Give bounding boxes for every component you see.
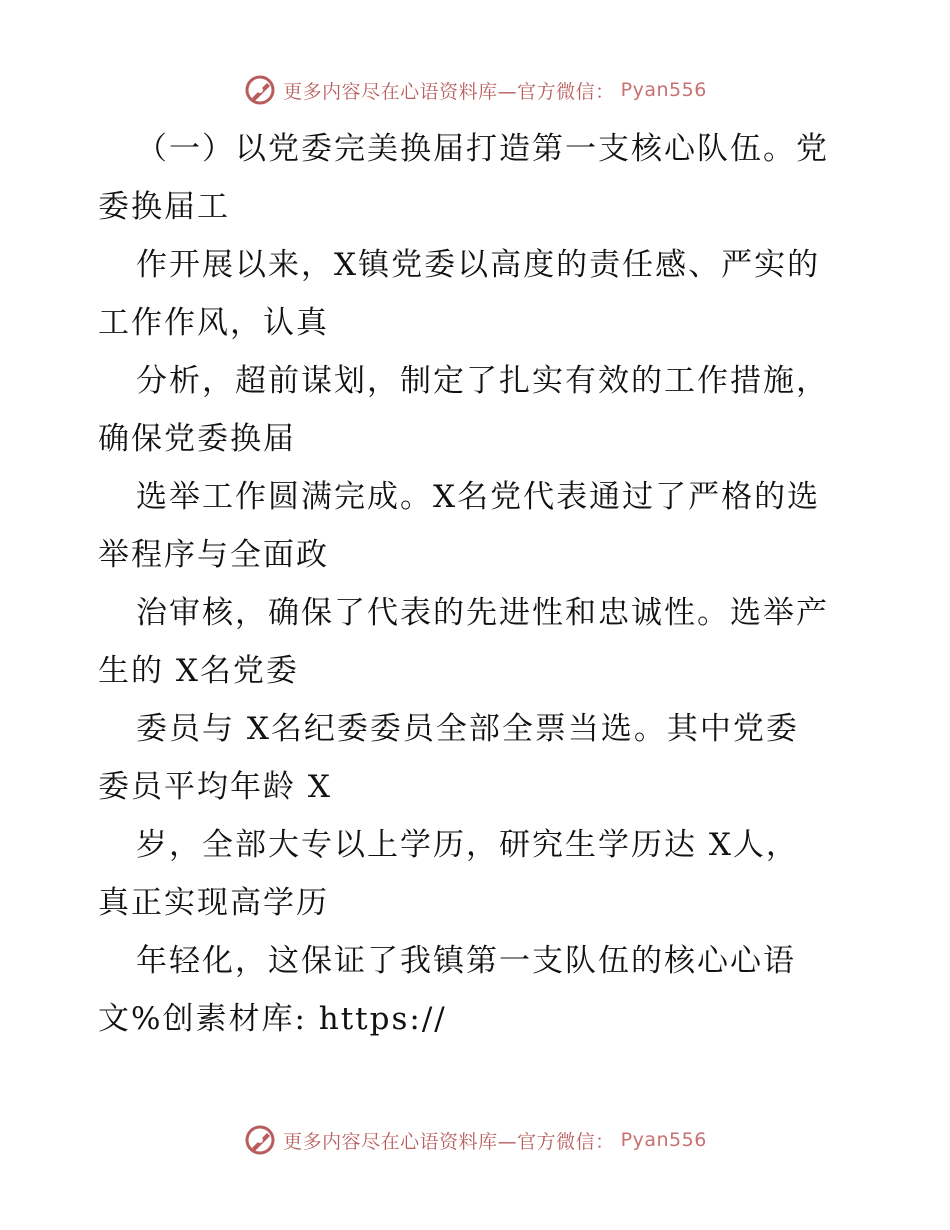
document-body (98, 120, 858, 1048)
text-line: 生的 X名党委 (98, 653, 299, 689)
text-line: 举程序与全面政 (98, 537, 329, 573)
text-line: 选举工作圆满完成。X名党代表通过了严格的选 (136, 479, 821, 515)
text-line: 治审核，确保了代表的先进性和忠诚性。选举产 (136, 595, 829, 631)
watermark-text: 更多内容尽在心语资料库—官方微信： (283, 1130, 615, 1153)
footer-watermark (0, 1120, 950, 1160)
text-line: 文%创素材库: https:// (98, 1001, 447, 1037)
pen-logo-icon (243, 1123, 277, 1157)
text-line: 工作作风，认真 (98, 305, 329, 341)
text-line: 年轻化，这保证了我镇第一支队伍的核心心语 (136, 943, 796, 979)
watermark-wechat-id: Pyan556 (620, 1129, 707, 1151)
text-line: （一）以党委完美换届打造第一支核心队伍。党 (136, 131, 829, 167)
watermark-wechat-id: Pyan556 (620, 79, 707, 101)
text-line: 作开展以来，X镇党委以高度的责任感、严实的 (136, 247, 821, 283)
text-line: 分析，超前谋划，制定了扎实有效的工作措施， (136, 363, 829, 399)
pen-logo-icon (243, 73, 277, 107)
header-watermark (0, 70, 950, 110)
text-line: 确保党委换届 (98, 421, 296, 457)
text-line: 真正实现高学历 (98, 885, 329, 921)
text-line: 岁，全部大专以上学历，研究生学历达 X人， (136, 827, 799, 863)
watermark-text: 更多内容尽在心语资料库—官方微信： (283, 80, 615, 103)
text-line: 委员平均年龄 X (98, 769, 332, 805)
text-line: 委员与 X名纪委委员全部全票当选。其中党委 (136, 711, 799, 747)
text-line: 委换届工 (98, 189, 230, 225)
